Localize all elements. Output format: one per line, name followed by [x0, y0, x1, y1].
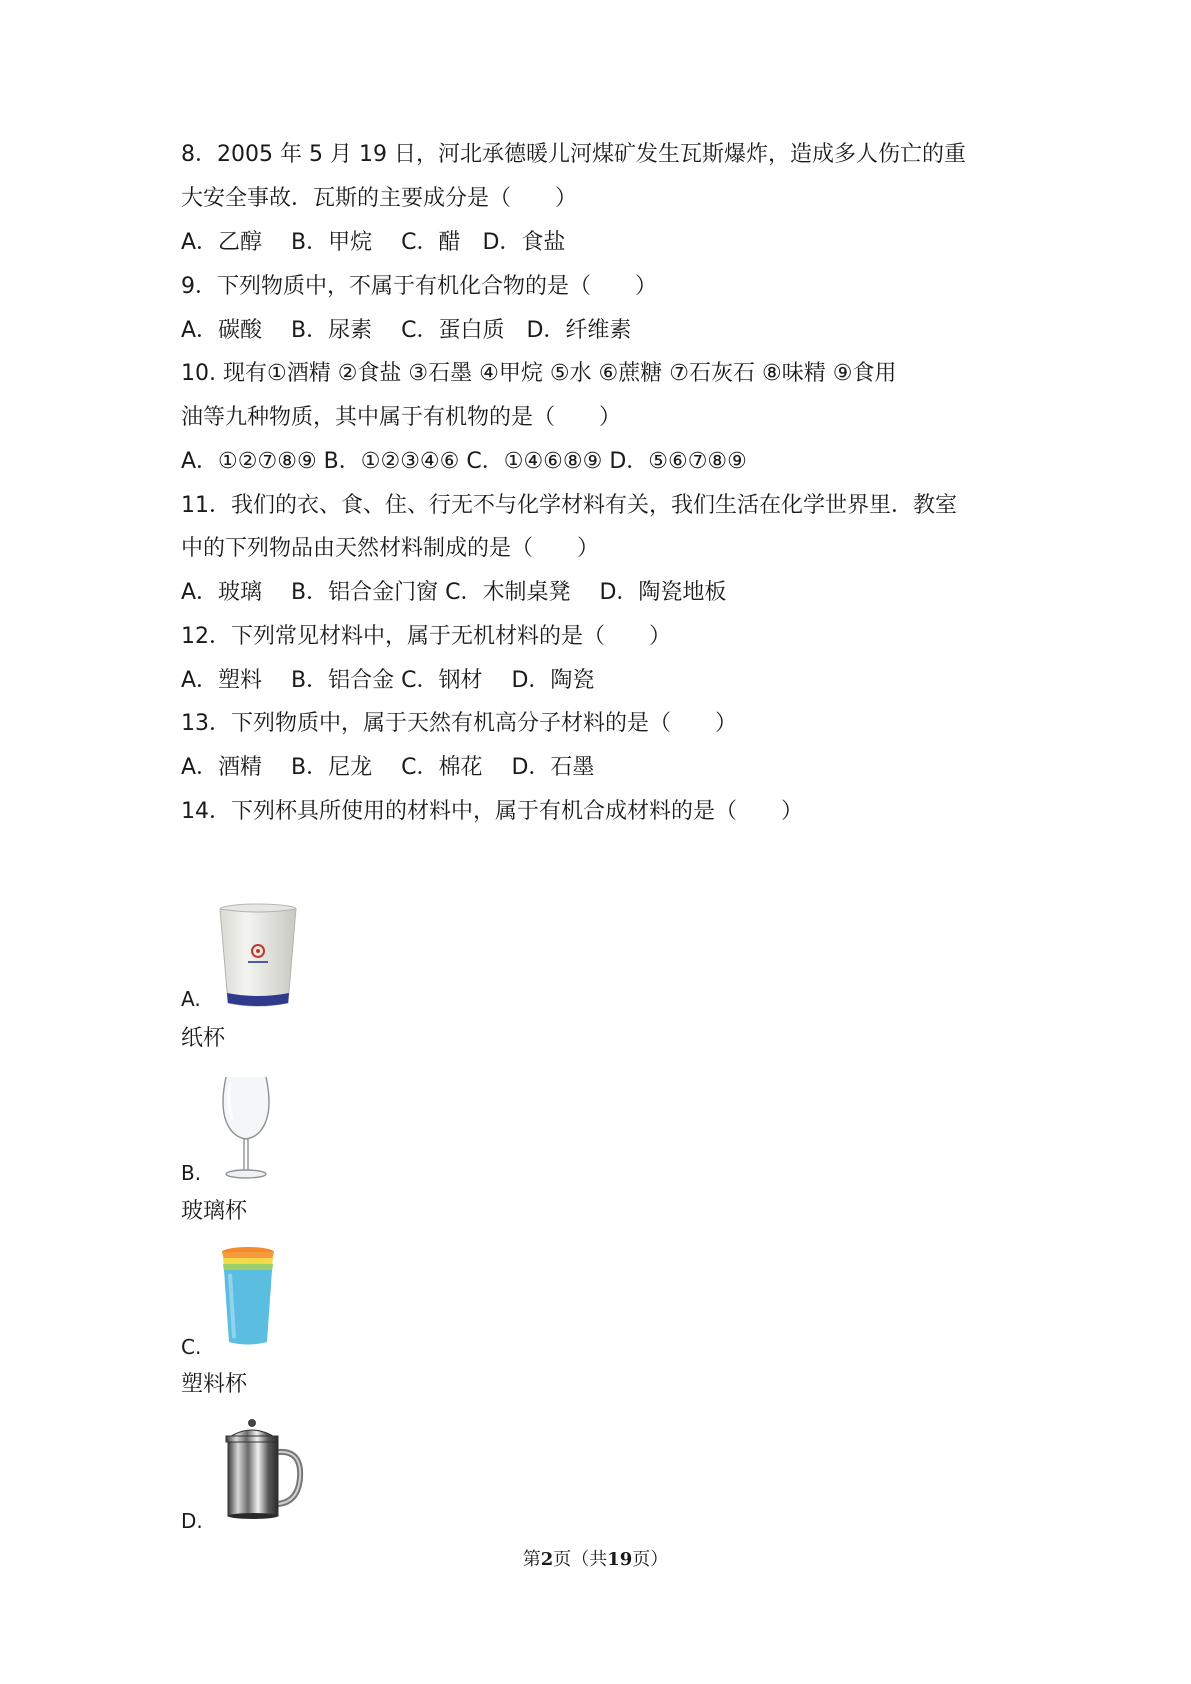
- q8-line2: 大安全事故．瓦斯的主要成分是（ ）: [181, 186, 578, 211]
- q11-line2: 中的下列物品由天然材料制成的是（ ）: [181, 536, 600, 561]
- q13-options: A．酒精 B．尼龙 C．棉花 D．石墨: [181, 755, 595, 780]
- q8-line1: 8．2005 年 5 月 19 日，河北承德暖儿河煤矿发生瓦斯爆炸，造成多人伤亡的重: [181, 142, 966, 167]
- footer-prefix: 第: [522, 1549, 541, 1570]
- footer-middle: 页（共: [553, 1549, 608, 1570]
- choice-d-label: D.: [181, 1509, 203, 1533]
- glass-cup-image: [218, 1075, 274, 1181]
- choice-b-label: B.: [181, 1161, 202, 1185]
- q10-line1: 10. 现有①酒精 ②食盐 ③石墨 ④甲烷 ⑤水 ⑥蔗糖 ⑦石灰石 ⑧味精 ⑨食用: [181, 361, 897, 386]
- q12-options: A．塑料 B．铝合金 C．钢材 D．陶瓷: [181, 668, 595, 693]
- footer-suffix: 页）: [632, 1549, 669, 1570]
- choice-c-caption: 塑料杯: [181, 1372, 248, 1397]
- choice-b-caption: 玻璃杯: [181, 1199, 248, 1224]
- q11-options: A．玻璃 B．铝合金门窗 C．木制桌凳 D．陶瓷地板: [181, 580, 727, 605]
- choice-c-label: C.: [181, 1335, 202, 1359]
- q10-line2: 油等九种物质，其中属于有机物的是（ ）: [181, 405, 622, 430]
- q9-options: A．碳酸 B．尿素 C．蛋白质 D．纤维素: [181, 318, 632, 343]
- q13-stem: 13．下列物质中，属于天然有机高分子材料的是（ ）: [181, 711, 737, 736]
- paper-cup-image: [218, 903, 298, 1009]
- footer-page-number: 2: [540, 1549, 554, 1570]
- steel-mug-image: [222, 1418, 308, 1522]
- q14-stem: 14．下列杯具所使用的材料中，属于有机合成材料的是（ ）: [181, 799, 803, 824]
- page-footer: [0, 1545, 1191, 1571]
- q11-line1: 11．我们的衣、食、住、行无不与化学材料有关，我们生活在化学世界里．教室: [181, 493, 957, 518]
- choice-a-caption: 纸杯: [181, 1026, 226, 1051]
- q8-options: A．乙醇 B．甲烷 C．醋 D．食盐: [181, 230, 566, 255]
- plastic-cup-image: [220, 1246, 276, 1348]
- q9-stem: 9．下列物质中，不属于有机化合物的是（ ）: [181, 274, 657, 299]
- footer-total-pages: 19: [607, 1549, 633, 1570]
- q10-options: A．①②⑦⑧⑨ B．①②③④⑥ C．①④⑥⑧⑨ D．⑤⑥⑦⑧⑨: [181, 449, 747, 474]
- choice-a-label: A.: [181, 987, 201, 1011]
- q12-stem: 12．下列常见材料中，属于无机材料的是（ ）: [181, 624, 671, 649]
